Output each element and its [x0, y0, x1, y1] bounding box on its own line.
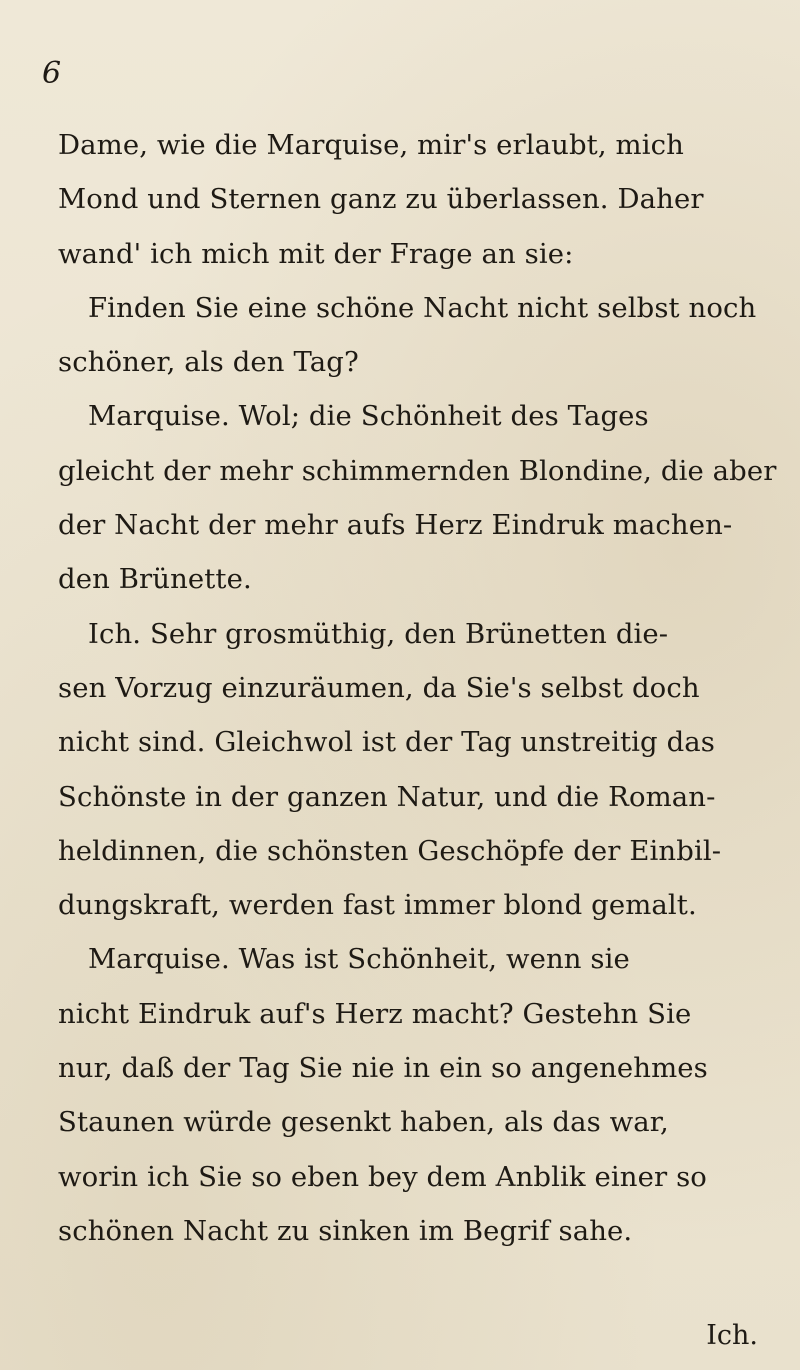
- text-line: dungskraft, werden fast immer blond gemalt.: [58, 889, 697, 922]
- text-line: Schönste in der ganzen Natur, und die Roman-: [58, 780, 716, 813]
- text-line: wand' ich mich mit der Frage an sie:: [58, 237, 574, 270]
- text-line: sen Vorzug einzuräumen, da Sie's selbst doch: [58, 671, 700, 704]
- text-line: Marquise. Wol; die Schönheit des Tages: [88, 400, 649, 433]
- text-line: schönen Nacht zu sinken im Begrif sahe.: [58, 1214, 633, 1247]
- page-number: 6: [42, 56, 62, 91]
- text-line: worin ich Sie so eben bey dem Anblik einer so: [58, 1160, 707, 1193]
- text-line: der Nacht der mehr aufs Herz Eindruk machen-: [58, 509, 733, 542]
- text-line: Mond und Sternen ganz zu überlassen. Daher: [58, 183, 704, 216]
- text-line: Staunen würde gesenkt haben, als das war,: [58, 1106, 669, 1139]
- text-line: heldinnen, die schönsten Geschöpfe der Einbil-: [58, 834, 722, 867]
- text-line: Ich. Sehr grosmüthig, den Brünetten die-: [88, 617, 669, 650]
- text-line: Dame, wie die Marquise, mir's erlaubt, mich: [58, 129, 684, 161]
- text-line: Finden Sie eine schöne Nacht nicht selbst noch: [88, 291, 757, 324]
- text-line: nicht Eindruk auf's Herz macht? Gestehn Sie: [58, 997, 692, 1030]
- text-line: schöner, als den Tag?: [58, 346, 359, 379]
- catchword: Ich.: [706, 1320, 758, 1351]
- text-line: nur, daß der Tag Sie nie in ein so angenehmes: [58, 1052, 708, 1085]
- text-line: nicht sind. Gleichwol ist der Tag unstreitig das: [58, 726, 716, 759]
- text-line: den Brünette.: [58, 563, 252, 596]
- text-line: gleicht der mehr schimmernden Blondine, die aber: [58, 454, 777, 487]
- text-line: Marquise. Was ist Schönheit, wenn sie: [88, 943, 630, 976]
- body-text: [58, 118, 778, 1258]
